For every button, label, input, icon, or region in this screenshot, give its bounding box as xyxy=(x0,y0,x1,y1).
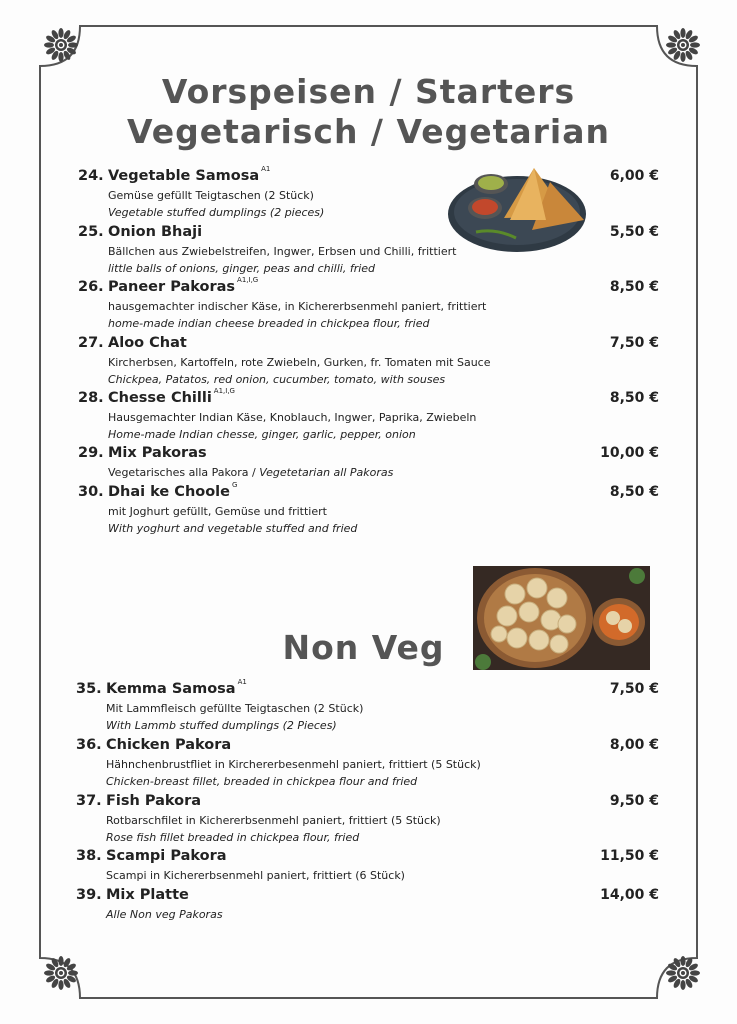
item-description-en: Chickpea, Patatos, red onion, cucumber, tomato, with souses xyxy=(108,373,446,386)
item-price: 8,50 € xyxy=(609,279,659,295)
item-name: Aloo Chat xyxy=(108,335,187,351)
item-description-en: With Lammb stuffed dumplings (2 Pieces) xyxy=(106,719,337,732)
item-number: 24. xyxy=(78,168,104,184)
item-description-de: Hähnchenbrustfliet in Kirchererbesenmehl paniert, frittiert (5 Stück) xyxy=(106,758,481,771)
momo-dumplings-photo xyxy=(473,566,650,670)
item-description-en: Vegetable stuffed dumplings (2 pieces) xyxy=(108,206,325,219)
item-price: 5,50 € xyxy=(609,224,659,240)
item-description-en: home-made indian cheese breaded in chickpea flour, fried xyxy=(108,317,430,330)
menu-item-28 xyxy=(78,387,663,446)
item-price: 11,50 € xyxy=(600,848,659,864)
flower-ornament-icon xyxy=(42,26,80,64)
item-price: 6,00 € xyxy=(609,168,659,184)
menu-item-24 xyxy=(78,165,663,224)
item-description-combined: Vegetarisches alla Pakora / Vegetetarian all Pakoras xyxy=(108,466,394,479)
item-name: Mix Platte xyxy=(106,887,189,903)
item-number: 28. xyxy=(78,390,104,406)
item-number: 37. xyxy=(76,793,102,809)
menu-item-29 xyxy=(78,445,663,483)
item-description-en: Home-made Indian chesse, ginger, garlic, pepper, onion xyxy=(108,428,416,441)
flower-ornament-icon xyxy=(664,954,702,992)
item-price: 7,50 € xyxy=(609,681,659,697)
item-price: 8,50 € xyxy=(609,390,659,406)
item-name: Chesse Chilli $^{A1,I,G}$ xyxy=(108,387,235,406)
item-price: 8,50 € xyxy=(609,484,659,500)
item-price: 7,50 € xyxy=(609,335,659,351)
menu-item-26 xyxy=(78,276,663,335)
item-name: Paneer Pakoras $^{A1,I,G}$ xyxy=(108,276,259,295)
item-number: 36. xyxy=(76,737,102,753)
allergen-codes: A1,I,G xyxy=(237,276,259,284)
allergen-codes: A1,I,G xyxy=(213,387,235,395)
menu-item-39 xyxy=(76,887,663,925)
item-number: 29. xyxy=(78,445,104,461)
item-description-en: With yoghurt and vegetable stuffed and fried xyxy=(108,522,358,535)
section-subtitle-vegetarian: Vegetarisch / Vegetarian xyxy=(127,112,610,151)
menu-item-30 xyxy=(78,481,663,540)
item-number: 38. xyxy=(76,848,102,864)
item-description-de: Gemüse gefüllt Teigtaschen (2 Stück) xyxy=(108,189,314,202)
item-number: 25. xyxy=(78,224,104,240)
section-title-starters: Vorspeisen / Starters xyxy=(161,72,576,111)
item-description-de: Scampi in Kichererbsenmehl paniert, frittiert (6 Stück) xyxy=(106,869,405,882)
item-description-de: Kircherbsen, Kartoffeln, rote Zwiebeln, Gurken, fr. Tomaten mit Sauce xyxy=(108,356,491,369)
item-price: 10,00 € xyxy=(600,445,659,461)
item-name: Dhai ke Choole $^G$ xyxy=(108,481,238,500)
menu-item-37 xyxy=(76,793,663,849)
menu-item-35 xyxy=(76,678,663,737)
flower-ornament-icon xyxy=(42,954,80,992)
item-description-en: Rose fish fillet breaded in chickpea flour, fried xyxy=(106,831,360,844)
menu-item-27 xyxy=(78,335,663,391)
item-description-en: Alle Non veg Pakoras xyxy=(106,908,223,921)
allergen-codes: G xyxy=(232,481,238,489)
item-description-de: Hausgemachter Indian Käse, Knoblauch, Ingwer, Paprika, Zwiebeln xyxy=(108,411,477,424)
menu-item-36 xyxy=(76,737,663,793)
item-description-de: hausgemachter indischer Käse, in Kichererbsenmehl paniert, frittiert xyxy=(108,300,487,313)
item-name: Chicken Pakora xyxy=(106,737,232,753)
item-description-de: Bällchen aus Zwiebelstreifen, Ingwer, Erbsen und Chilli, frittiert xyxy=(108,245,457,258)
item-name: Scampi Pakora xyxy=(106,848,227,864)
item-name: Mix Pakoras xyxy=(108,445,207,461)
section-title-nonveg: Non Veg xyxy=(282,628,445,667)
item-number: 27. xyxy=(78,335,104,351)
item-description-en: little balls of onions, ginger, peas and chilli, fried xyxy=(108,262,376,275)
item-number: 39. xyxy=(76,887,102,903)
item-description-de: mit Joghurt gefüllt, Gemüse und frittiert xyxy=(108,505,327,518)
item-price: 9,50 € xyxy=(609,793,659,809)
menu-item-25 xyxy=(78,224,663,280)
item-number: 30. xyxy=(78,484,104,500)
allergen-codes: A1 xyxy=(237,678,247,686)
item-description-de: Mit Lammfleisch gefüllte Teigtaschen (2 Stück) xyxy=(106,702,364,715)
item-price: 8,00 € xyxy=(609,737,659,753)
item-name: Fish Pakora xyxy=(106,793,202,809)
menu-item-38 xyxy=(76,848,663,886)
item-description-de: Rotbarschfilet in Kichererbsenmehl paniert, frittiert (5 Stück) xyxy=(106,814,441,827)
item-description-en: Chicken-breast fillet, breaded in chickpea flour and fried xyxy=(106,775,418,788)
flower-ornament-icon xyxy=(664,26,702,64)
item-name: Kemma Samosa $^{A1}$ xyxy=(106,678,247,697)
allergen-codes: A1 xyxy=(261,165,271,173)
item-price: 14,00 € xyxy=(600,887,659,903)
item-name: Onion Bhaji xyxy=(108,224,203,240)
item-number: 35. xyxy=(76,681,102,697)
item-name: Vegetable Samosa $^{A1}$ xyxy=(108,165,271,184)
item-number: 26. xyxy=(78,279,104,295)
